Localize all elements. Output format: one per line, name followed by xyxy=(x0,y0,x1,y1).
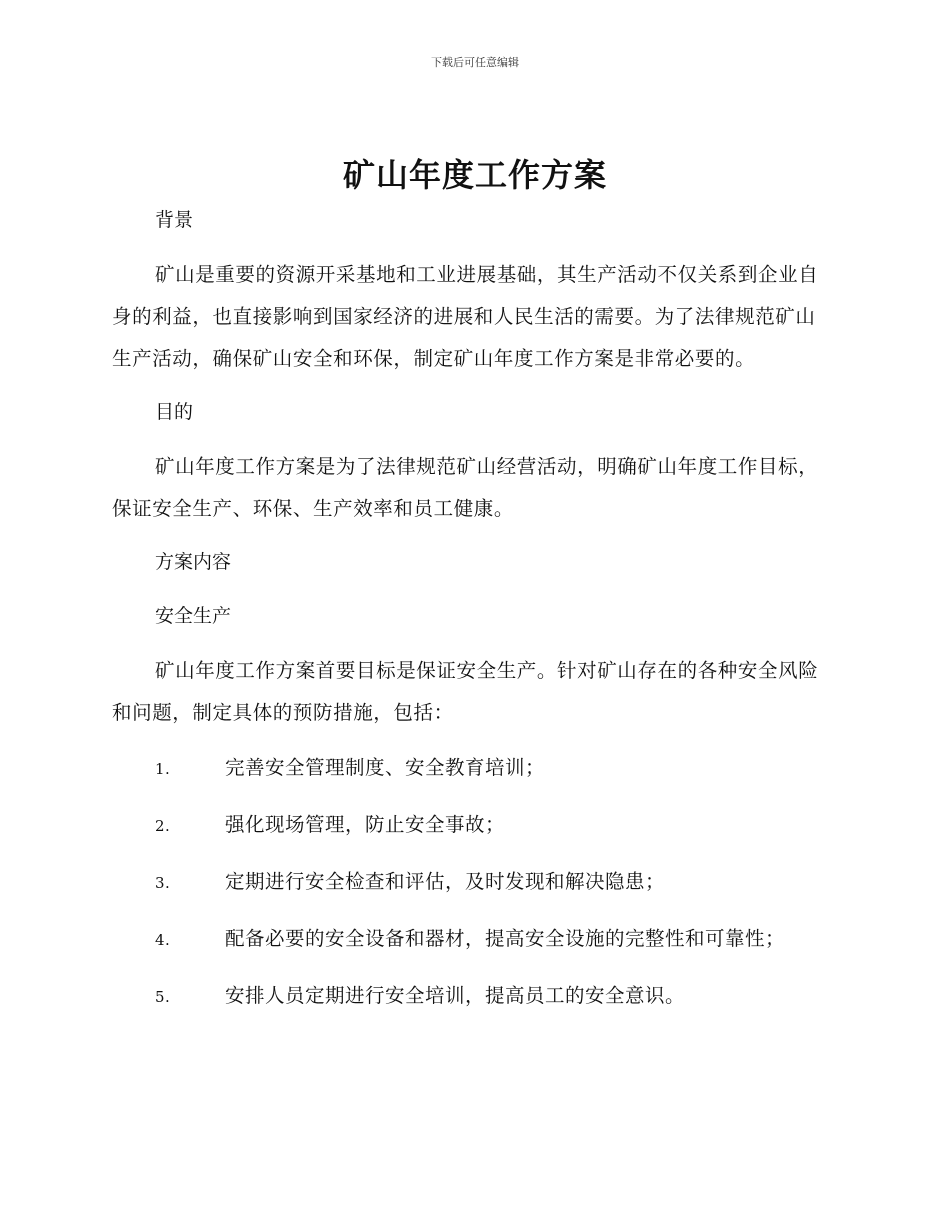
background-paragraph: 矿山是重要的资源开采基地和工业进展基础，其生产活动不仅关系到企业自身的利益，也直接影响到国家经济的进展和人民生活的需要。为了法律规范矿山生产活动，确保矿山安全和环保，制定矿山年度工作方案是非常必要的。 xyxy=(112,263,819,370)
list-item-number: 4. xyxy=(155,931,171,949)
list-item xyxy=(112,797,832,854)
list-item xyxy=(112,740,832,797)
document-body xyxy=(112,202,832,1025)
list-item-number: 3. xyxy=(155,874,171,892)
purpose-paragraph: 矿山年度工作方案是为了法律规范矿山经营活动，明确矿山年度工作目标，保证安全生产、环保、生产效率和员工健康。 xyxy=(112,455,819,520)
section-heading-content: 方案内容 xyxy=(155,551,232,573)
list-item xyxy=(112,968,832,1025)
header-note: 下载后可任意编辑 xyxy=(431,56,519,69)
list-item-text: 配备必要的安全设备和器材，提高安全设施的完整性和可靠性； xyxy=(225,927,786,950)
section-heading-background: 背景 xyxy=(155,209,194,231)
list-item xyxy=(112,854,832,911)
list-item-number: 5. xyxy=(155,988,171,1006)
section-heading-safety: 安全生产 xyxy=(155,605,232,627)
document-title: 矿山年度工作方案 xyxy=(342,156,607,194)
list-item-number: 2. xyxy=(155,817,171,835)
list-item-text: 完善安全管理制度、安全教育培训； xyxy=(225,756,546,779)
list-item-text: 定期进行安全检查和评估，及时发现和解决隐患； xyxy=(225,870,666,893)
safety-measures-list xyxy=(112,740,832,1025)
list-item xyxy=(112,911,832,968)
list-item-text: 安排人员定期进行安全培训，提高员工的安全意识。 xyxy=(225,984,686,1007)
section-heading-purpose: 目的 xyxy=(155,401,194,423)
list-item-text: 强化现场管理，防止安全事故； xyxy=(225,813,506,836)
safety-paragraph: 矿山年度工作方案首要目标是保证安全生产。针对矿山存在的各种安全风险和问题，制定具体的预防措施，包括： xyxy=(112,659,819,724)
list-item-number: 1. xyxy=(155,760,171,778)
